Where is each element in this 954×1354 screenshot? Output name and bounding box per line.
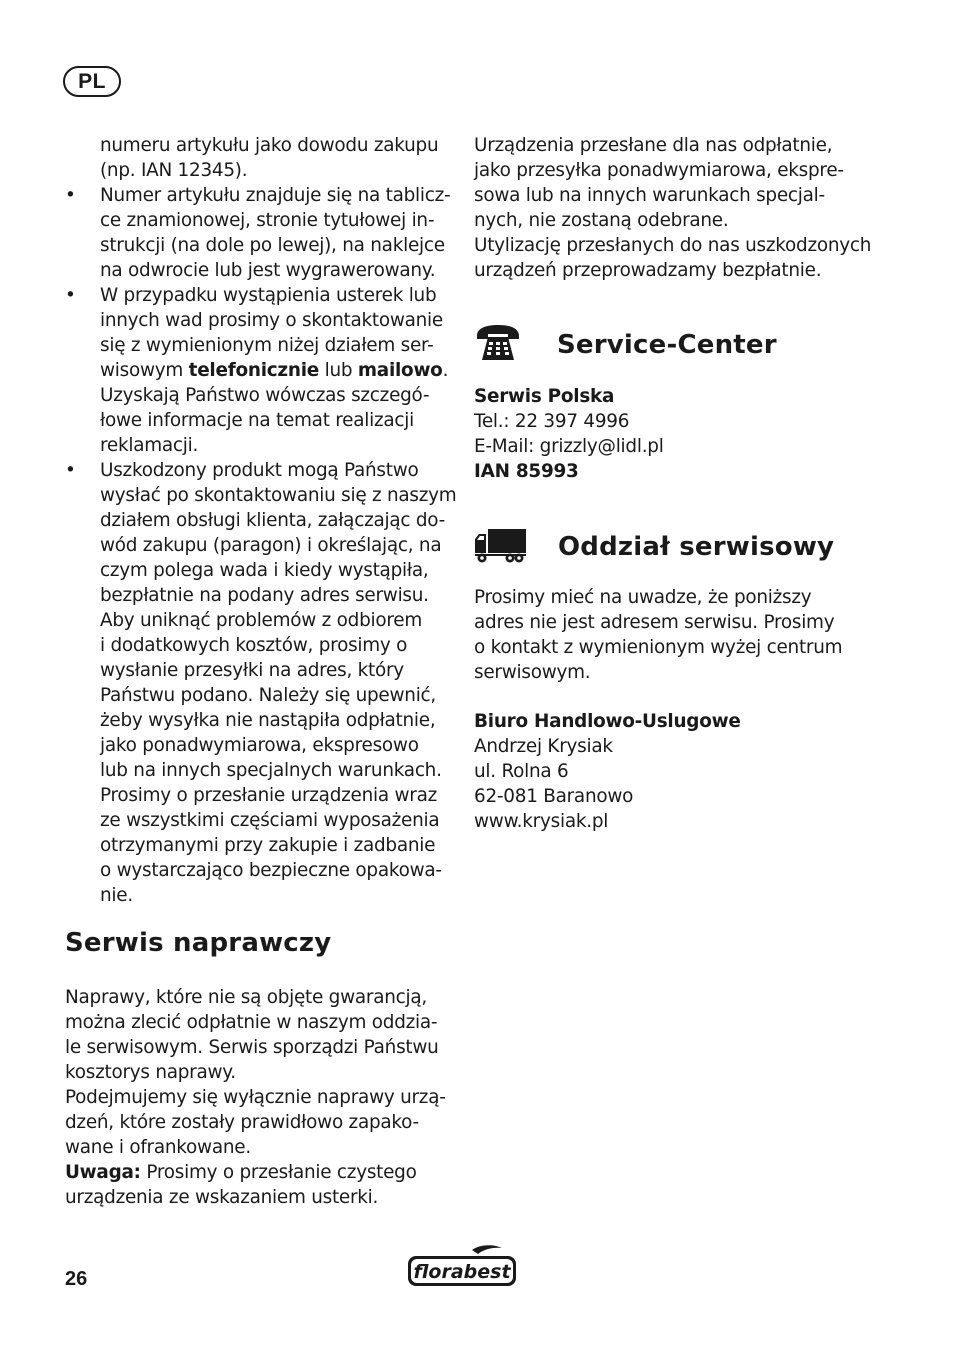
page-number: 26 <box>65 1268 88 1290</box>
text-line: urządzeń przeprowadzamy bezpłatnie. <box>474 260 822 281</box>
address-line: Andrzej Krysiak <box>474 736 613 757</box>
text-line: W przypadku wystąpienia usterek lub <box>100 285 437 306</box>
text-line: innych wad prosimy o skontaktowanie <box>100 310 443 331</box>
text-line: nych, nie zostaną odebrane. <box>474 210 729 231</box>
service-center-heading: Service-Center <box>557 330 777 360</box>
text-line: o wystarczająco bezpieczne opakowa- <box>100 860 442 881</box>
language-badge: PL <box>63 66 121 97</box>
text-line: na odwrocie lub jest wygrawerowany. <box>100 260 436 281</box>
text-line: le serwisowym. Serwis sporządzi Państwu <box>65 1037 439 1058</box>
service-center-header <box>474 322 777 368</box>
ian-number: IAN 85993 <box>474 461 579 482</box>
text-line: wysłanie przesyłki na adres, który <box>100 660 404 681</box>
bullet-item <box>65 183 450 283</box>
text-line: jako ponadwymiarowa, ekspresowo <box>100 735 419 756</box>
text-line: urządzenia ze wskazaniem usterki. <box>65 1187 379 1208</box>
text-line: Państwu podano. Należy się upewnić, <box>100 685 437 706</box>
branch-heading: Oddział serwisowy <box>558 532 835 562</box>
text-line: wód zakupu (paragon) i określając, na <box>100 535 442 556</box>
text-line: Urządzenia przesłane dla nas odpłatnie, <box>474 135 833 156</box>
text-line: Podejmujemy się wyłącznie naprawy urzą- <box>65 1087 446 1108</box>
right-column-intro <box>474 133 874 283</box>
bullet-item <box>65 458 457 908</box>
text-line: lub na innych specjalnych warunkach. <box>100 760 442 781</box>
text-line: czym polega wada i kiedy wystąpiła, <box>100 560 429 581</box>
text-line: (np. IAN 12345). <box>100 160 248 181</box>
text-line: można zlecić odpłatnie w naszym oddzia- <box>65 1012 438 1033</box>
text-line: wane i ofrankowane. <box>65 1137 251 1158</box>
text-line: reklamacji. <box>100 435 199 456</box>
text-line <box>65 1160 450 1185</box>
text-line: sowa lub na innych warunkach specjal- <box>474 185 825 206</box>
text-line: nie. <box>100 885 133 906</box>
text-line: strukcji (na dole po lewej), na naklejce <box>100 235 445 256</box>
text-fragment: . <box>442 360 449 381</box>
company-name: Biuro Handlowo-Uslugowe <box>474 711 741 732</box>
branch-header <box>474 526 834 568</box>
text-line: Uszkodzony produkt mogą Państwo <box>100 460 419 481</box>
text-fragment: lub <box>318 360 358 381</box>
text-line: ce znamionowej, stronie tytułowej in- <box>100 210 435 231</box>
text-line: Utylizację przesłanych do nas uszkodzonych <box>474 235 872 256</box>
text-line: o kontakt z wymienionym wyżej centrum <box>474 637 843 658</box>
text-line: numeru artykułu jako dowodu zakupu <box>100 135 439 156</box>
text-line: Naprawy, które nie są objęte gwarancją, <box>65 987 427 1008</box>
email-address: E-Mail: grizzly@lidl.pl <box>474 436 664 457</box>
text-line: żeby wysyłka nie nastąpiła odpłatnie, <box>100 710 436 731</box>
text-line: ze wszystkimi częściami wyposażenia <box>100 810 440 831</box>
left-column <box>65 133 457 908</box>
text-line: Numer artykułu znajduje się na tablicz- <box>100 185 451 206</box>
text-line: wysłać po skontaktowaniu się z naszym <box>100 485 457 506</box>
text-line: działem obsługi klienta, załączając do- <box>100 510 445 531</box>
bullet-item <box>65 283 450 458</box>
address-line: 62-081 Baranowo <box>474 786 634 807</box>
service-name: Serwis Polska <box>474 386 615 407</box>
text-fragment: Prosimy o przesłanie czystego <box>140 1162 417 1183</box>
text-line: bezpłatnie na podany adres serwisu. <box>100 585 429 606</box>
truck-icon <box>474 526 528 568</box>
text-line: kosztorys naprawy. <box>65 1062 236 1083</box>
emphasis-phone: telefonicznie <box>188 360 319 381</box>
text-line: adres nie jest adresem serwisu. Prosimy <box>474 612 835 633</box>
brand-logo <box>406 1244 520 1294</box>
brand-text: florabest <box>413 1261 511 1283</box>
repair-heading: Serwis naprawczy <box>65 928 332 958</box>
repair-paragraph <box>65 985 450 1210</box>
text-line: jako przesyłka ponadwymiarowa, ekspre- <box>474 160 844 181</box>
text-line: Prosimy o przesłanie urządzenia wraz <box>100 785 438 806</box>
text-line: otrzymanymi przy zakupie i zadbanie <box>100 835 436 856</box>
branch-address <box>474 709 874 834</box>
text-line: Uzyskają Państwo wówczas szczegó- <box>100 385 430 406</box>
branch-paragraph <box>474 585 874 685</box>
text-line: i dodatkowych kosztów, prosimy o <box>100 635 408 656</box>
text-line: Prosimy mieć na uwadze, że poniższy <box>474 587 812 608</box>
text-line <box>65 358 450 383</box>
text-line: serwisowym. <box>474 662 591 683</box>
text-fragment: wisowym <box>100 360 189 381</box>
bullet-marker: • <box>65 185 76 206</box>
website-link: www.krysiak.pl <box>474 811 609 832</box>
text-line: Aby uniknąć problemów z odbiorem <box>100 610 423 631</box>
text-line: się z wymienionym niżej działem ser- <box>100 335 434 356</box>
address-line: ul. Rolna 6 <box>474 761 569 782</box>
service-center-contact <box>474 384 874 484</box>
bullet-marker: • <box>65 285 76 306</box>
emphasis-mail: mailowo <box>357 360 443 381</box>
note-label: Uwaga: <box>65 1162 141 1183</box>
bullet-marker: • <box>65 460 76 481</box>
telephone-icon <box>474 322 522 368</box>
phone-number: Tel.: 22 397 4996 <box>474 411 630 432</box>
text-line: dzeń, które zostały prawidłowo zapako- <box>65 1112 419 1133</box>
text-line: łowe informacje na temat realizacji <box>100 410 414 431</box>
